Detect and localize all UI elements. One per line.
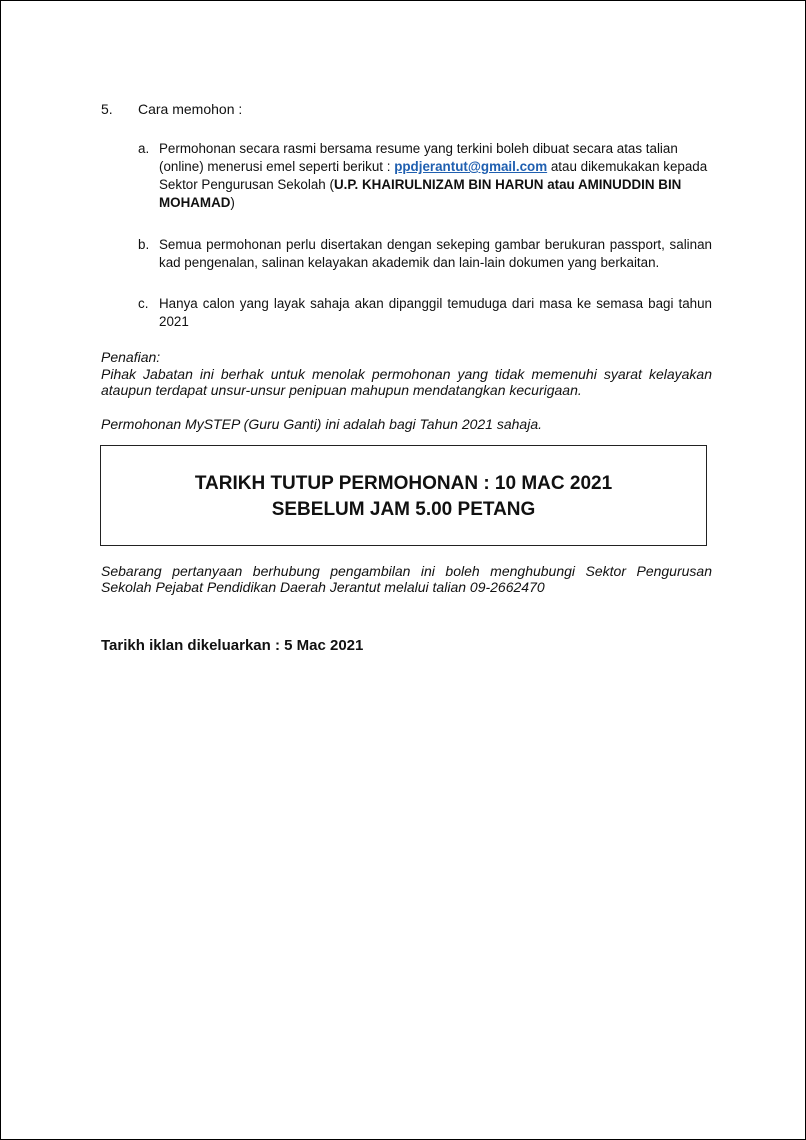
list-item-text: ) [230,195,235,210]
list-item-body [159,140,712,212]
list-item-letter: c. [138,296,149,311]
email-link[interactable]: ppdjerantut@gmail.com [394,159,548,174]
issued-date: Tarikh iklan dikeluarkan : 5 Mac 2021 [101,637,364,654]
enquiry-text: Sebarang pertanyaan berhubung pengambilan ini boleh menghubungi Sektor Pengurusan Sekolah Pejabat Pendidikan Daerah Jerantut melalui talian 09-2662470 [101,563,712,595]
deadline-line-2: SEBELUM JAM 5.00 PETANG [271,499,536,520]
list-item-a [138,140,712,212]
list-item-c [138,295,712,331]
list-item-b [138,236,712,272]
section-number: 5. [101,101,113,117]
list-item-letter: b. [138,237,150,252]
disclaimer-heading: Penafian: [101,349,161,365]
list-item-text: Semua permohonan perlu disertakan dengan sekeping gambar berukuran passport, salinan kad pengenalan, salinan kelayakan akademik dan lain-lain dokumen yang berkaitan. [159,237,712,270]
list-item-letter: a. [138,141,150,156]
deadline-line-1: TARIKH TUTUP PERMOHONAN : 10 MAC 2021 [194,473,613,494]
contact-persons: U.P. KHAIRULNIZAM BIN HARUN atau AMINUDDIN BIN MOHAMAD [159,177,682,210]
deadline-box [100,445,707,546]
list-item-text: Hanya calon yang layak sahaja akan dipanggil temuduga dari masa ke semasa bagi tahun 2021 [159,296,712,329]
disclaimer-text: Pihak Jabatan ini berhak untuk menolak permohonan yang tidak memenuhi syarat kelayakan ataupun terdapat unsur-unsur penipuan mahupun mendatangkan kecurigaan. [101,366,712,398]
section-title: Cara memohon : [138,101,243,117]
list-item-text: atau dikemukakan kepada Sektor Pengurusan Sekolah ( [159,159,708,192]
mystep-note: Permohonan MySTEP (Guru Ganti) ini adalah bagi Tahun 2021 sahaja. [101,416,543,432]
list-item-text: Permohonan secara rasmi bersama resume yang terkini boleh dibuat secara atas talian (online) menerusi emel seperti berikut : [159,141,678,174]
